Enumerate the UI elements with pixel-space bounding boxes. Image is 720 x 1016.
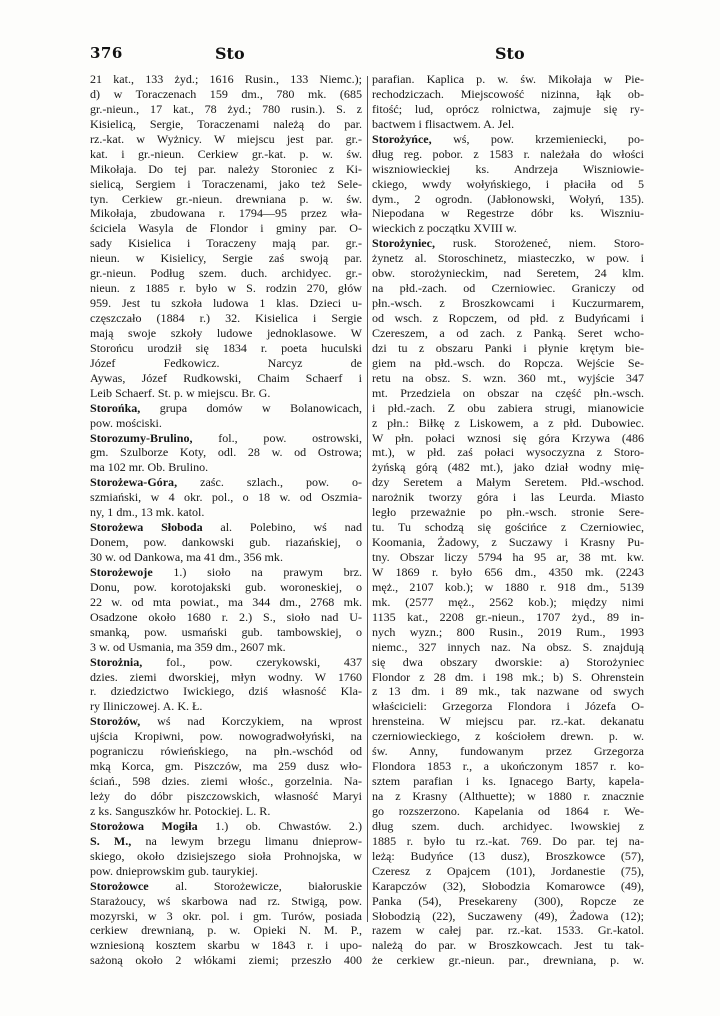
line-text: że cerkiew gr.-nieun. par., drewniana, p. w. [372, 953, 644, 968]
text-line [90, 580, 362, 595]
line-text: smanką, pow. usmański gub. tambowskiej, o [90, 624, 362, 639]
line-text: mt.), w płd. zaś połaci wysoczyzna z Storo- [372, 445, 644, 460]
line-text: Kisielicą, Sergie, Toraczenami należą do par. [90, 116, 362, 131]
text-line [372, 595, 644, 610]
text-line [372, 699, 644, 714]
entry-headword: Storożyniec, [372, 236, 436, 251]
line-text: sztem parafian i ks. Ignacego Barty, kapela- [372, 774, 644, 789]
line-text: należą do par. w Broszkowcach. Jest tu tak- [372, 938, 644, 953]
entry-headword: Storozumy-Brulino, [90, 430, 193, 445]
entry-headword: Storożyńce, [372, 131, 432, 146]
text-line [372, 714, 644, 729]
line-text: 30 w. od Dankowa, ma 41 dm., 356 mk. [90, 550, 283, 564]
entry-headword: Storożowce [90, 878, 149, 893]
text-line [90, 505, 362, 520]
line-text: Flondor z 28 dm. i 198 mk.; b) S. Ohrenstein [372, 669, 644, 684]
text-line [90, 475, 362, 490]
line-text: właścicieli: Grzegorza Flondora i Józefa O- [372, 699, 644, 714]
line-text: giem na płd.-wsch. do Ropcza. Wejście Se- [372, 355, 644, 370]
text-line [90, 401, 362, 416]
text-line [372, 401, 644, 416]
line-text: 1885 r. było tu rz.-kat. 769. Do par. tej na- [372, 833, 644, 848]
text-line [90, 744, 362, 759]
line-text: od wsch. z Ropczem, od płd. z Budyńcami i [372, 311, 644, 325]
line-text: się dwa obszary dworskie: a) Storożyniec [372, 654, 644, 669]
text-line [90, 206, 362, 221]
line-text: kat. i gr.-nieun. Cerkiew gr.-kat. p. w. św. [90, 146, 362, 161]
line-text: bactwem i flisactwem. A. Jel. [372, 116, 515, 131]
line-text: Czereszem, a od zach. z Panką. Seret wcho- [372, 325, 644, 340]
text-line [90, 864, 362, 879]
text-line [372, 356, 644, 371]
text-line [372, 221, 644, 236]
line-text: ry Iliniczowej. A. K. Ł. [90, 699, 203, 714]
line-text: z ks. Sanguszków hr. Potockiej. L. R. [90, 803, 271, 818]
line-text: na z Krasny (Althuette); w 1880 r. znacznie [372, 789, 644, 803]
line-text: go rozszerzono. Kapelania od 1864 r. We- [372, 803, 644, 818]
line-text: 1135 kat., 2208 gr.-nieun., 1707 żyd., 89 in- [372, 609, 644, 624]
line-text: pow. mościski. [90, 415, 162, 430]
text-line [90, 356, 362, 371]
text-line [372, 460, 644, 475]
line-text: al. Polebino, wś nad [202, 520, 362, 535]
line-text: częszczało (1884 r.) 32. Kisielica i Sergie [90, 311, 362, 325]
text-line [90, 565, 362, 580]
text-line [372, 535, 644, 550]
line-text: gr.-nieun., 17 kat., 78 żyd.; 780 rusin.). S. z [90, 101, 362, 116]
line-text: szmiański, w 4 okr. pol., o 18 w. od Oszmia- [90, 490, 362, 505]
entry-headword: Storońka, [90, 400, 141, 415]
text-line [90, 714, 362, 729]
text-line [90, 610, 362, 625]
line-text: nieun. w Kisielicy, Sergie zaś swoją par. [90, 251, 362, 266]
text-line [372, 475, 644, 490]
line-text: nych wyzn.; 800 Rusin., 2019 Rum., 1993 [372, 624, 644, 639]
line-text: żynetz al. Storoschinetz, miasteczko, w pow. i [372, 251, 644, 266]
line-text: św. Anny, fundowanym przez Grzegorza [372, 744, 644, 759]
text-line [372, 386, 644, 401]
text-line [372, 281, 644, 296]
text-line [372, 416, 644, 431]
page-header [90, 44, 662, 66]
line-text: Koomania, Żadowy, z Suczawy i Krasny Pu- [372, 535, 644, 550]
line-text: skiego, około dzisiejszego sioła Prohnojska, w [90, 848, 362, 863]
line-text: nieun. z 1885 r. było w S. rodzin 270, głów [90, 281, 362, 296]
text-line [90, 819, 362, 834]
text-line [90, 281, 362, 296]
line-text: r. dziedzictwo Iwickiego, dziś własność Kla- [90, 684, 362, 699]
line-text: dług szem. duch. archidyec. lwowskiej z [372, 818, 644, 833]
line-text: Aywas, Józef Rudkowski, Chaim Schaerf i [90, 370, 362, 385]
text-line [90, 550, 362, 565]
text-line [372, 206, 644, 221]
line-text: Donu, pow. korotojakski gub. woroneskiej, o [90, 579, 362, 594]
line-text: dzies. ziemi dworskiej, młyn wodny. W 1760 [90, 669, 362, 684]
line-text: ma 102 mr. Ob. Brulino. [90, 460, 209, 475]
text-line [90, 938, 362, 953]
line-text: dług reg. pobor. z 1583 r. należała do włości [372, 146, 644, 161]
line-text: 21 kat., 133 żyd.; 1616 Rusin., 133 Niemc.); [90, 72, 362, 86]
left-column [90, 72, 362, 968]
line-text: Starażoucy, wś skarbowa nad rz. Stwigą, pow. [90, 893, 362, 908]
line-text: pow. dnieprowskim gub. taurykiej. [90, 863, 258, 878]
text-line [90, 490, 362, 505]
line-text: parafian. Kaplica p. w. św. Mikołaja w Pie- [372, 72, 644, 86]
entry-headword: Storożewa-Góra, [90, 475, 178, 490]
line-text: rz.-kat. w Wyżnicy. W miejscu jest par. gr.- [90, 131, 362, 146]
line-text: sielicą, Sergiem i Toraczenami, jako też Sele- [90, 176, 362, 191]
line-text: Osadzone około 1680 r. 2.) S., sioło nad U- [90, 609, 362, 624]
line-text: rusk. Storożeneć, niem. Storo- [435, 236, 644, 251]
column-divider [367, 76, 368, 922]
text-line [372, 192, 644, 207]
line-text: Mikołaja. Do tej par. należy Storoniec z Ki- [90, 161, 362, 176]
text-line [372, 834, 644, 849]
text-line [372, 147, 644, 162]
text-line [372, 894, 644, 909]
text-line [90, 670, 362, 685]
text-line [90, 655, 362, 670]
text-line [372, 684, 644, 699]
text-line [372, 640, 644, 655]
text-line [90, 341, 362, 356]
text-line [372, 296, 644, 311]
text-line [372, 311, 644, 326]
text-line [90, 789, 362, 804]
line-text: dym., 2 ogrodn. (Jabłonowski, Wołyń, 135). [372, 191, 644, 206]
line-text: sady Kisielica i Toraczeny mają par. gr.- [90, 236, 362, 251]
running-headword-right: Sto [495, 44, 525, 63]
line-text: wś, pow. krzemieniecki, po- [431, 131, 644, 146]
line-text: zaśc. szlach., pow. o- [177, 475, 362, 490]
line-text: retu na obsz. S. wzn. 360 mt., wyjście 347 [372, 370, 644, 385]
text-line [372, 849, 644, 864]
line-text: legło przeważnie po płn.-wsch. stronie Sere- [372, 505, 644, 520]
text-line [90, 416, 362, 431]
line-text: niemc., 327 innych naz. Na obsz. S. znajdują [372, 639, 644, 654]
text-line [90, 460, 362, 475]
text-line [90, 386, 362, 401]
text-line [90, 834, 362, 849]
text-line [90, 296, 362, 311]
line-text: czerniowieckiego, z kościołem drewn. p. w. [372, 729, 644, 744]
line-text: dzy Seretem a Małym Seretem. Płd.-wschod. [372, 475, 644, 490]
text-line [372, 819, 644, 834]
text-line [372, 759, 644, 774]
text-line [372, 953, 644, 968]
line-text: gm. Szulborze Koty, odl. 28 w. od Ostrowa; [90, 445, 362, 460]
line-text: mt. Przedziela on obszar na część płn.-wsch. [372, 385, 644, 400]
line-text: tu. Tu schodzą się gościńce z Czerniowiec, [372, 520, 644, 535]
line-text: mozyrski, w 3 okr. pol. i gm. Turów, posiada [90, 908, 362, 923]
text-line [372, 117, 644, 132]
text-line [372, 132, 644, 147]
text-line [90, 625, 362, 640]
text-line [372, 102, 644, 117]
line-text: 959. Jest tu szkoła ludowa 1 klas. Dzieci u- [90, 296, 362, 311]
line-text: tyn. Cerkiew gr.-nieun. drewniana p. w. św. [90, 191, 362, 206]
text-line [90, 251, 362, 266]
text-line [90, 102, 362, 117]
text-line [372, 520, 644, 535]
text-line [372, 744, 644, 759]
line-text: d) w Toraczenach 159 dm., 780 mk. (685 [90, 86, 362, 101]
line-text: dzi tu z obszaru Panki i płynie krętym bie- [372, 340, 644, 355]
text-line [372, 251, 644, 266]
text-line [372, 655, 644, 670]
text-line [90, 729, 362, 744]
line-text: Donem, pow. dankowski gub. riazańskiej, o [90, 535, 362, 550]
text-line [372, 565, 644, 580]
line-text: hrensteina. W miejscu par. rz.-kat. dekanatu [372, 714, 644, 729]
text-line [372, 625, 644, 640]
line-text: sażoną około 2 włókami ziemi; przeszło 400 [90, 953, 362, 968]
line-text: W 1869 r. było 656 dm., 4350 mk. (2243 [372, 564, 644, 579]
line-text: Panka (54), Presekareny (300), Ropcze ze [372, 893, 644, 908]
text-line [372, 72, 644, 87]
line-text: fol., pow. czerykowski, 437 [142, 654, 362, 669]
line-text: wiszniowieckiej ks. Andrzeja Wiszniowie- [372, 161, 644, 176]
entry-headword: Storożewoje [90, 564, 153, 579]
line-text: płn.-wsch. z Broszkowcami i Kuczurmarem, [372, 296, 644, 311]
line-text: tny. Obszar liczy 5794 ha 95 ar, 38 mt. kw. [372, 550, 644, 564]
line-text: cerkiew drewnianą, p. w. Opieki N. M. P., [90, 923, 362, 938]
text-line [372, 610, 644, 625]
line-text: obw. storożynieckim, nad Seretem, 24 klm. [372, 266, 644, 281]
text-line [90, 699, 362, 714]
text-line [90, 923, 362, 938]
text-line [90, 535, 362, 550]
line-text: Niepodana w Regestrze dóbr ks. Wiszniu- [372, 206, 644, 221]
line-text: ckiego, wwdy wołyńskiego, i płaciła od 5 [372, 176, 644, 191]
line-text: razem w całej par. rz.-kat. 1533. Gr.-katol. [372, 923, 644, 938]
right-column [372, 72, 644, 968]
line-text: rechodziczach. Miejscowość nizinna, łąk ob- [372, 86, 644, 101]
text-line [90, 311, 362, 326]
line-text: męż., 2107 kob.); w 1880 r. 918 dm., 5139 [372, 579, 644, 594]
line-text: wzniesioną kosztem skarbu w 1843 r. i upo- [90, 938, 362, 953]
text-line [372, 580, 644, 595]
line-text: mają swoje szkoły ludowe jednoklasowe. W [90, 325, 362, 340]
text-line [372, 938, 644, 953]
line-text: Storońcu urodził się 1834 r. poeta huculski [90, 340, 362, 355]
text-line [372, 371, 644, 386]
entry-headword: Storożów, [90, 714, 141, 729]
text-line [372, 266, 644, 281]
line-text: wś nad Korczykiem, na wprost [140, 714, 362, 729]
line-text: W płn. połaci wznosi się góra Krzywa (486 [372, 430, 644, 445]
text-line [372, 789, 644, 804]
text-line [90, 849, 362, 864]
line-text: 3 w. od Usmania, ma 359 dm., 2607 mk. [90, 639, 286, 654]
line-text: ściciela Wasyla de Flondor i gminy par. O- [90, 221, 362, 236]
line-text: żyńską górą (482 mt.), jako dział wodny mię- [372, 460, 644, 475]
line-text: 1.) sioło na prawym brz. [152, 564, 362, 579]
text-line [90, 953, 362, 968]
running-headword-left: Sto [215, 44, 245, 63]
text-line [90, 162, 362, 177]
line-text: fitość; lud, oprócz rolnictwa, zajmuje się ry- [372, 101, 644, 116]
page-number: 376 [90, 44, 123, 62]
text-line [372, 774, 644, 789]
line-text: 1.) ob. Chwastów. 2.) [197, 818, 362, 833]
text-line [90, 595, 362, 610]
line-text: wieckich z początku XVIII w. [372, 221, 517, 236]
line-text: leży do dóbr piszczowskich, własność Maryi [90, 789, 362, 803]
text-line [90, 371, 362, 386]
text-line [372, 177, 644, 192]
line-text: z płn.: Biłkę z Liskowem, a z płd. Dubowiec. [372, 415, 644, 430]
line-text: na lewym brzegu limanu dnieprow- [131, 833, 362, 848]
line-text: na płd.-zach. od Czerniowiec. Graniczy od [372, 281, 644, 296]
line-text: z 13 dm. i 89 mk., tak nazwane od swych [372, 684, 644, 699]
line-text: 22 w. od mta powiat., ma 344 dm., 2768 mk. [90, 594, 362, 609]
text-line [372, 879, 644, 894]
text-line [372, 162, 644, 177]
line-text: narożnik tworzy góra i las Leurda. Miasto [372, 490, 644, 505]
text-line [90, 879, 362, 894]
text-line [90, 266, 362, 281]
text-line [90, 117, 362, 132]
text-line [372, 729, 644, 744]
entry-headword: Storożowa Mogiła [90, 818, 198, 833]
line-text: Leib Schaerf. St. p. w miejscu. Br. G. [90, 385, 271, 400]
text-line [372, 445, 644, 460]
text-line [90, 236, 362, 251]
text-line [90, 221, 362, 236]
text-line [372, 909, 644, 924]
text-line [90, 431, 362, 446]
text-line [90, 759, 362, 774]
line-text: mką Korca, gm. Piszczów, ma 259 dusz wło- [90, 759, 362, 774]
text-line [372, 87, 644, 102]
text-line [90, 640, 362, 655]
text-line [90, 909, 362, 924]
text-line [372, 804, 644, 819]
text-line [90, 326, 362, 341]
line-text: i płd.-zach. Z obu zabiera strugi, mianowicie [372, 400, 644, 415]
line-text: Karapczów (32), Słobodzia Komarowce (49), [372, 878, 644, 893]
text-line [90, 520, 362, 535]
text-line [90, 72, 362, 87]
text-line [372, 923, 644, 938]
line-text: Czeresz z Opajcem (101), Jordanestie (75), [372, 863, 644, 878]
text-line [372, 341, 644, 356]
text-line [372, 326, 644, 341]
text-line [372, 490, 644, 505]
text-line [90, 192, 362, 207]
entry-headword: S. M., [90, 833, 132, 848]
text-line [90, 445, 362, 460]
line-text: leżą: Budyńce (13 dusz), Broszkowce (57), [372, 848, 644, 863]
line-text: Józef Fedkowicz. Narcyz de [90, 355, 362, 370]
line-text: Flondora 1853 r., a ukończonym 1857 r. ko- [372, 759, 644, 774]
text-line [372, 236, 644, 251]
text-line [90, 177, 362, 192]
line-text: al. Storożewicze, białoruskie [148, 878, 362, 893]
line-text: Słobodzią (22), Suczaweny (49), Żadowa (12); [372, 908, 644, 923]
line-text: Mikołaja, zbudowana r. 1794—95 przez wła- [90, 206, 362, 221]
text-line [372, 670, 644, 685]
text-line [372, 505, 644, 520]
text-line [90, 894, 362, 909]
line-text: pograniczu rówieńskiego, na płn.-wschód od [90, 744, 362, 759]
line-text: ujścia Kropiwni, pow. nowogradwołyński, na [90, 729, 362, 744]
line-text: ściań., 598 dzies. ziemi włośc., gorzelnia. Na- [90, 774, 362, 789]
entry-headword: Storożewa Słoboda [90, 520, 203, 535]
text-line [90, 87, 362, 102]
line-text: ny, 1 dm., 13 mk. katol. [90, 505, 205, 520]
text-line [372, 864, 644, 879]
line-text: mk. (2577 męż., 2562 kob.); między nimi [372, 594, 644, 609]
text-line [90, 684, 362, 699]
line-text: grupa domów w Bolanowicach, [140, 400, 362, 415]
text-line [90, 804, 362, 819]
line-text: gr.-nieun. Podług szem. duch. archidyec. gr.- [90, 266, 362, 281]
entry-headword: Storożnia, [90, 654, 143, 669]
text-line [372, 431, 644, 446]
text-line [90, 147, 362, 162]
text-line [90, 132, 362, 147]
text-line [90, 774, 362, 789]
line-text: fol., pow. ostrowski, [192, 430, 362, 445]
text-line [372, 550, 644, 565]
